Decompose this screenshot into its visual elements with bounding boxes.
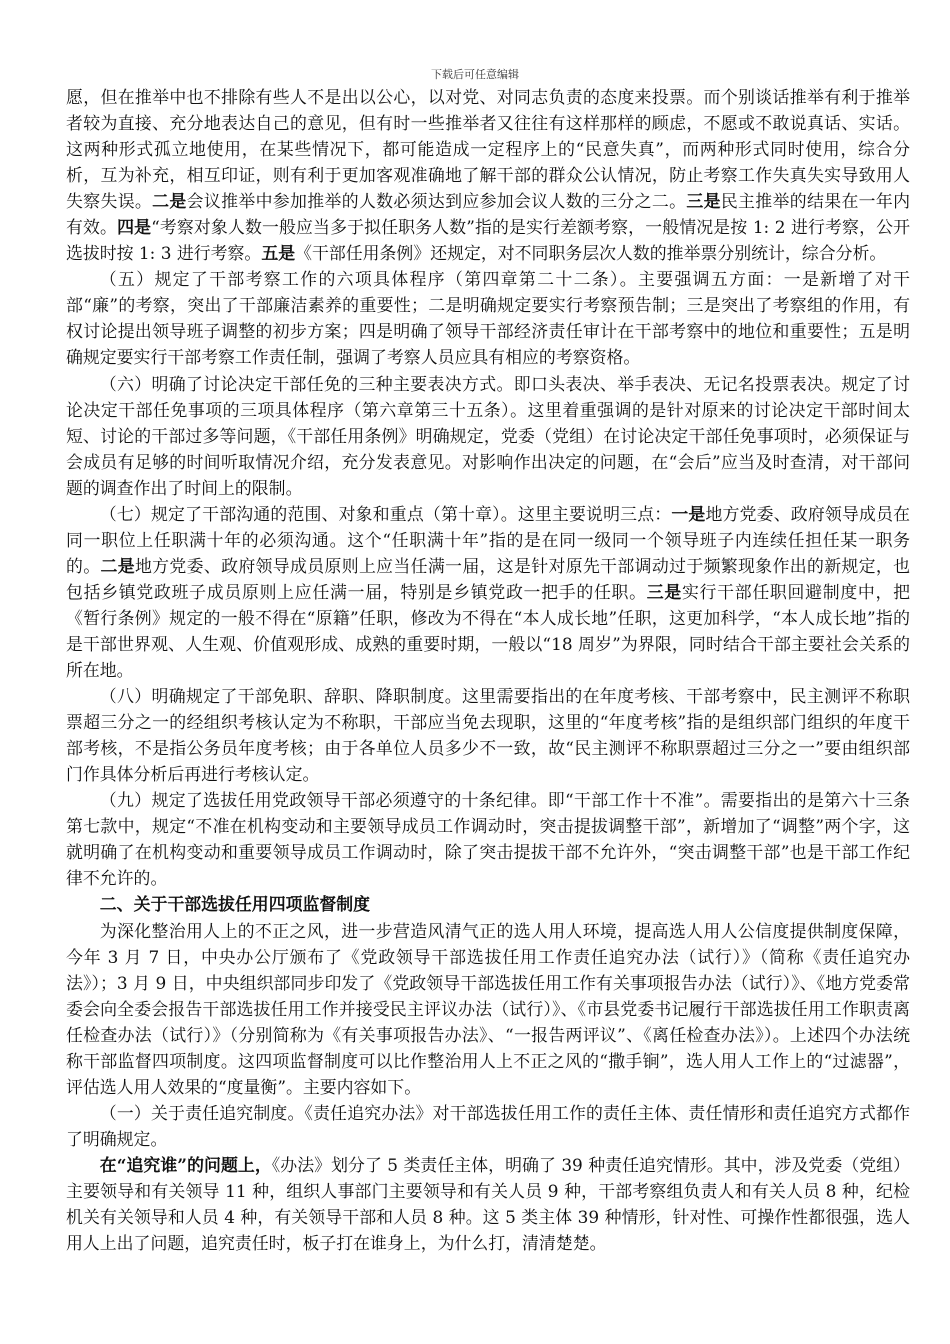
text-run: 会议推举中参加推举的人数必须达到应参加会议人数的三分之二。 bbox=[186, 191, 687, 212]
document-body bbox=[66, 84, 910, 1256]
paragraph-sub-1: （一）关于责任追究制度。《责任追究办法》对干部选拔任用工作的责任主体、责任情形和责任追究方式都作了明确规定。 bbox=[66, 1102, 910, 1149]
text-run: 愿，但在推举中也不排除有些人不是出以公心，以对党、对同志负责的态度来投票。而个别谈话推举有利于推举者较为直接、充分地表达自己的意见，但有时一些推举者又往往有这样那样的顾虑，不愿或不敢说真话、实话。这两种形式孤立地使用，在某些情况下，都可能造成一定程序上的“民意失真”，而两种形式同时使用，综合分析，互为补充，相互印证，则有利于更加客观准确地了解干部的群众公认情况，防止考察工作失真失实导致用人失察失误。 bbox=[66, 87, 910, 212]
bold-run: 三是 bbox=[686, 191, 721, 212]
text-run: “考察对象人数一般应当多于拟任职务人数”指的是实行差额考察，一般情况是按 1: 2 进行考察，公开选拔时按 1: 3 进行考察。 bbox=[66, 217, 911, 264]
bold-run: 五是 bbox=[261, 243, 296, 264]
bold-run: 二是 bbox=[152, 191, 187, 212]
section-heading: 二、关于干部选拔任用四项监督制度 bbox=[99, 894, 371, 915]
paragraph-item-9: （九）规定了选拔任用党政领导干部必须遵守的十条纪律。即“干部工作十不准”。需要指出的是第六十三条第七款中，规定“不准在机构变动和主要领导成员工作调动时，突击提拔调整干部”，新增加了“调整”两个字，这就明确了在机构变动和重要领导成员工作调动时，除了突击提拔干部不允许外，“突击调整干部”也是干部工作纪律不允许的。 bbox=[66, 790, 910, 889]
paragraph-intro: 为深化整治用人上的不正之风，进一步营造风清气正的选人用人环境，提高选人用人公信度提供制度保障，今年 3 月 7 日，中央办公厅颁布了《党政领导干部选拔任用工作责任追究办法（试行）》（简称《责任追究办法》）；3 月 9 日，中央组织部同步印发了《党政领导干部选拔任用工作有关事项报告办法（试行）》、《地方党委常委会向全委会报告干部选拔任用工作并接受民主评议办法（试行）》、《市县党委书记履行干部选拔任用工作职责离任检查办法（试行）》（分别简称为《有关事项报告办法》、“一报告两评议”、《离任检查办法》）。上述四个办法统称干部监督四项制度。这四项监督制度可以比作整治用人上不正之风的“撒手锏”，选人用人工作上的“过滤器”，评估选人用人效果的“度量衡”。主要内容如下。 bbox=[66, 920, 910, 1097]
bold-run: 三是 bbox=[646, 581, 682, 602]
paragraph-item-7 bbox=[66, 501, 910, 683]
text-run: 民主推举的结果在一年内有效。 bbox=[66, 191, 911, 238]
text-run: 《办法》划分了 5 类责任主体，明确了 39 种责任追究情形。其中，涉及党委（党组）主要领导和有关领导 11 种，组织人事部门主要领导和有关人员 9 种，干部考察组负责人和有关人员 8 种，纪检机关有关领导和人员 4 种，有关领导干部和人员 8 种。这 5 类主体 39 种情形，针对性、可操作性都很强，选人用人上出了问题，追究责任时，板子打在谁身上，为什么打，清清楚楚。 bbox=[66, 1154, 910, 1254]
page-header: 下载后可任意编辑 bbox=[431, 68, 519, 81]
bold-run: 一是 bbox=[671, 503, 706, 524]
bold-run: 二是 bbox=[100, 555, 135, 576]
text-run: 地方党委、政府领导成员在同一职位上任职满十年的必须沟通。这个“任职满十年”指的是在同一级同一个领导班子内连续任担任某一职务的。 bbox=[66, 503, 911, 576]
paragraph-item-6: （六）明确了讨论决定干部任免的三种主要表决方式。即口头表决、举手表决、无记名投票表决。规定了讨论决定干部任免事项的三项具体程序（第六章第三十五条）。这里着重强调的是针对原来的讨论决定干部时间太短、讨论的干部过多等问题，《干部任用条例》明确规定，党委（党组）在讨论决定干部任免事项时，必须保证与会成员有足够的时间听取情况介绍，充分发表意见。对影响作出决定的问题，在“会后”应当及时查清，对干部问题的调查作出了时间上的限制。 bbox=[66, 373, 910, 498]
text-run: 实行干部任职回避制度中，把《暂行条例》规定的一般不得在“原籍”任职，修改为不得在“本人成长地”任职，这更加科学，“本人成长地”指的是干部世界观、人生观、价值观形成、成熟的重要时期，一般以“18 周岁”为界限，同时结合干部主要社会关系的所在地。 bbox=[66, 581, 911, 681]
paragraph-continued bbox=[66, 84, 910, 266]
text-run: 地方党委、政府领导成员原则上应当任满一届，这是针对原先干部调动过于频繁现象作出的新规定，也包括乡镇党政班子成员原则上应任满一届，特别是乡镇党政一把手的任职。 bbox=[66, 555, 911, 602]
bold-run: 四是 bbox=[117, 217, 152, 238]
bold-run: 在“追究谁”的问题上， bbox=[99, 1154, 272, 1175]
paragraph-who bbox=[66, 1152, 910, 1256]
paragraph-item-5: （五）规定了干部考察工作的六项具体程序（第四章第二十二条）。主要强调五方面：一是新增了对干部“廉”的考察，突出了干部廉洁素养的重要性；二是明确规定要实行考察预告制；三是突出了考察组的作用，有权讨论提出领导班子调整的初步方案；四是明确了领导干部经济责任审计在干部考察中的地位和重要性；五是明确规定要实行干部考察工作责任制，强调了考察人员应具有相应的考察资格。 bbox=[66, 269, 910, 368]
text-run: 《干部任用条例》还规定，对不同职务层次人数的推举票分别统计，综合分析。 bbox=[295, 243, 887, 264]
paragraph-item-8: （八）明确规定了干部免职、辞职、降职制度。这里需要指出的在年度考核、干部考察中，民主测评不称职票超三分之一的经组织考核认定为不称职，干部应当免去现职，这里的“年度考核”指的是组织部门组织的年度干部考核，不是指公务员年度考核；由于各单位人员多少不一致，故“民主测评不称职票超过三分之一”要由组织部门作具体分析后再进行考核认定。 bbox=[66, 686, 910, 785]
text-run: （七）规定了干部沟通的范围、对象和重点（第十章）。这里主要说明三点： bbox=[99, 503, 672, 524]
